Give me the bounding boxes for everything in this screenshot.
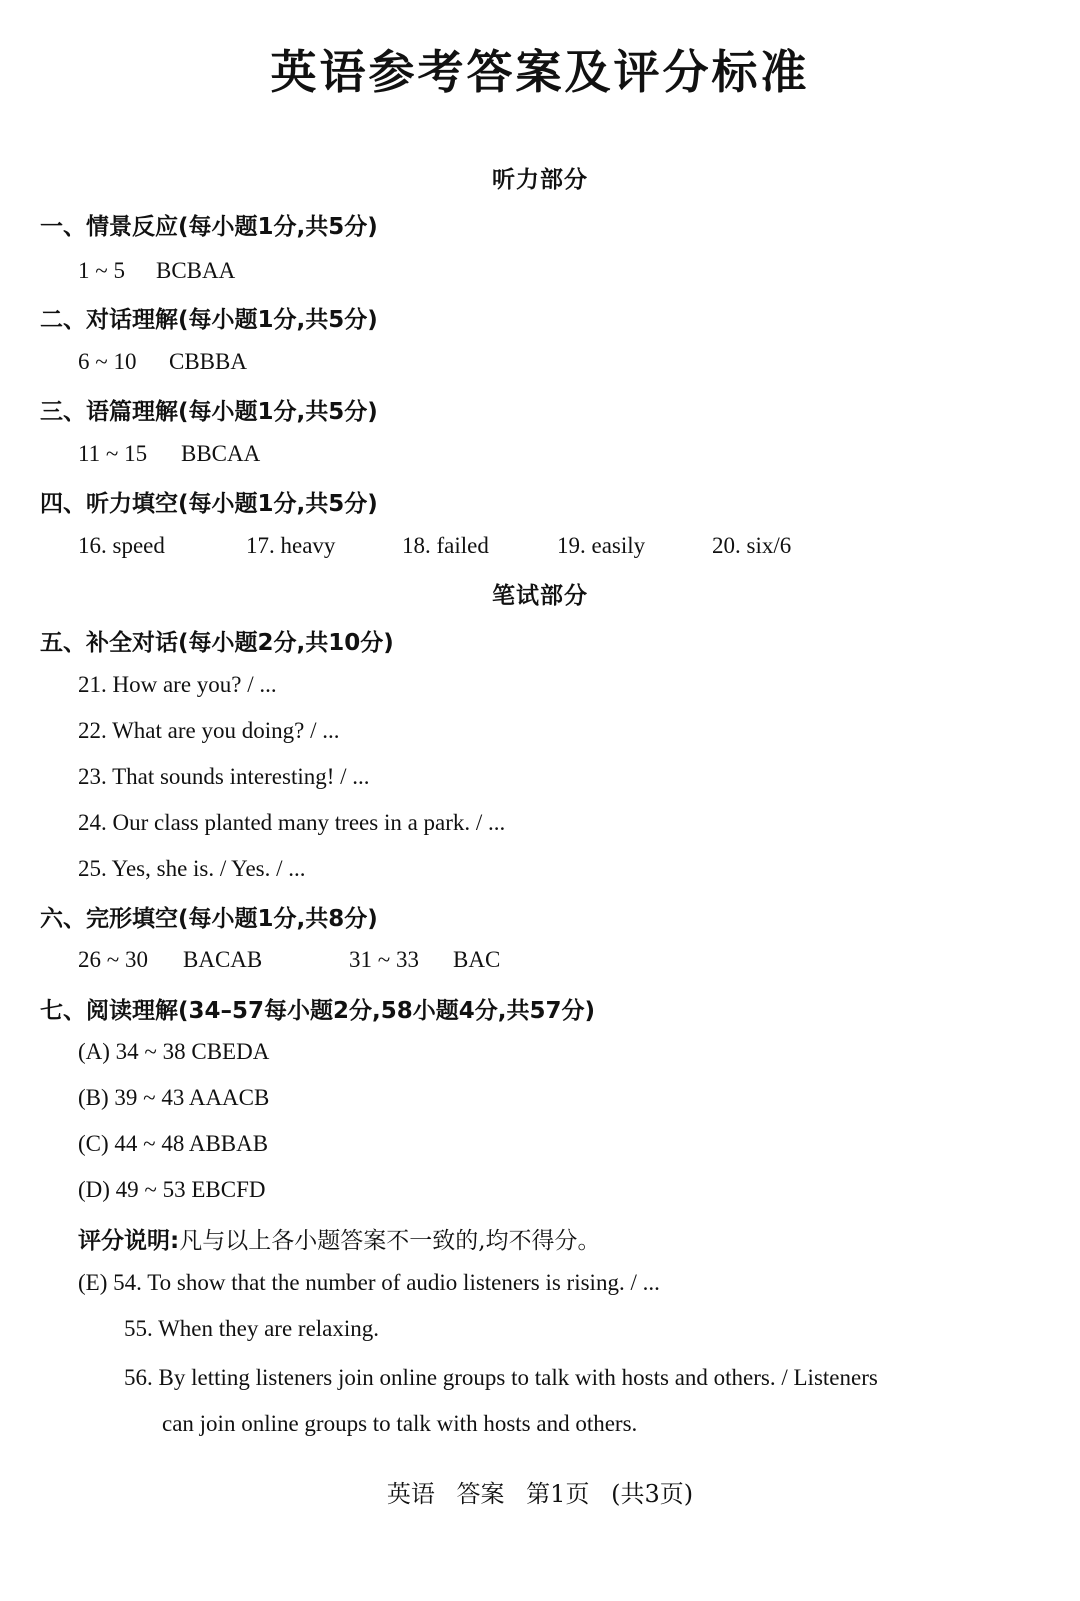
section-2-range: 6 ~ 10 — [78, 349, 137, 374]
section-7-part-a: (A) 34 ~ 38 CBEDA — [78, 1039, 270, 1064]
section-7-item-56 — [124, 1355, 1016, 1447]
section-6-heading: 六、完形填空(每小题1分,共8分) — [40, 906, 378, 932]
section-5-item-25: 25. Yes, she is. / Yes. / ... — [78, 856, 306, 881]
section-4-item-18: 18. failed — [402, 533, 489, 558]
section-6-answers-b — [349, 947, 500, 973]
section-3-heading: 三、语篇理解(每小题1分,共5分) — [40, 399, 378, 425]
section-1-range: 1 ~ 5 — [78, 258, 125, 283]
section-6-letters-a: BACAB — [183, 947, 263, 972]
scoring-note-label: 评分说明: — [78, 1228, 180, 1254]
scoring-note — [78, 1222, 601, 1255]
section-7-heading: 七、阅读理解(34–57每小题2分,58小题4分,共57分) — [40, 998, 596, 1024]
section-1-heading: 一、情景反应(每小题1分,共5分) — [40, 214, 378, 240]
page-title: 英语参考答案及评分标准 — [270, 45, 810, 99]
section-5-item-23: 23. That sounds interesting! / ... — [78, 764, 370, 789]
section-7-item-55: 55. When they are relaxing. — [124, 1316, 380, 1341]
section-4-item-19: 19. easily — [557, 533, 646, 558]
section-7-item-54: (E) 54. To show that the number of audio listeners is rising. / ... — [78, 1270, 660, 1295]
section-3-letters: BBCAA — [181, 441, 261, 466]
section-4-item-17: 17. heavy — [246, 533, 336, 558]
section-6-range-b: 31 ~ 33 — [349, 947, 419, 972]
section-1-letters: BCBAA — [156, 258, 236, 283]
section-4-heading: 四、听力填空(每小题1分,共5分) — [40, 491, 378, 517]
section-6-answers-a — [78, 947, 262, 973]
section-3-answers — [78, 441, 260, 467]
section-4-item-20: 20. six/6 — [712, 533, 792, 558]
section-5-heading: 五、补全对话(每小题2分,共10分) — [40, 630, 394, 656]
section-3-range: 11 ~ 15 — [78, 441, 148, 466]
listening-section-header: 听力部分 — [492, 167, 588, 193]
section-6-letters-b: BAC — [453, 947, 501, 972]
section-5-item-21: 21. How are you? / ... — [78, 672, 277, 697]
section-7-part-d: (D) 49 ~ 53 EBCFD — [78, 1177, 266, 1202]
section-6-range-a: 26 ~ 30 — [78, 947, 148, 972]
section-7-part-c: (C) 44 ~ 48 ABBAB — [78, 1131, 269, 1156]
scoring-note-text: 凡与以上各小题答案不一致的,均不得分。 — [179, 1228, 601, 1254]
section-2-letters: CBBBA — [169, 349, 247, 374]
writing-section-header: 笔试部分 — [492, 583, 588, 609]
section-7-item-56-line-1: 56. By letting listeners join online groups to talk with hosts and others. / Listeners — [124, 1365, 878, 1390]
section-2-heading: 二、对话理解(每小题1分,共5分) — [40, 307, 378, 333]
section-1-answers — [78, 258, 235, 284]
page-footer: 英语 答案 第1页 (共3页) — [386, 1480, 694, 1508]
section-5-item-24: 24. Our class planted many trees in a park. / ... — [78, 810, 506, 835]
section-7-item-56-line-2: can join online groups to talk with hosts and others. — [162, 1411, 638, 1436]
section-4-item-16: 16. speed — [78, 533, 165, 558]
section-7-part-b: (B) 39 ~ 43 AAACB — [78, 1085, 270, 1110]
section-2-answers — [78, 349, 247, 375]
section-5-item-22: 22. What are you doing? / ... — [78, 718, 340, 743]
